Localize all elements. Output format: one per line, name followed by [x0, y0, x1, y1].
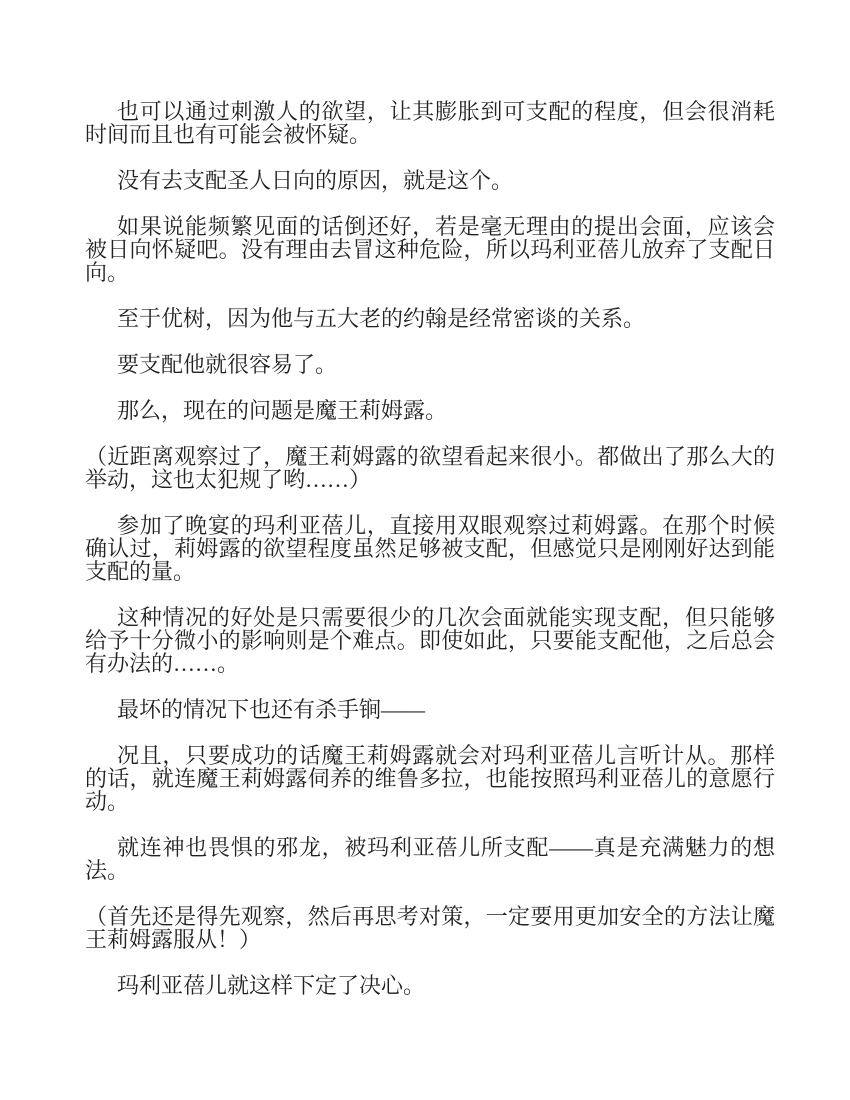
paragraph: 参加了晚宴的玛利亚蓓儿，直接用双眼观察过莉姆露。在那个时候确认过，莉姆露的欲望程度虽然足够被支配，但感觉只是刚刚好达到能支配的量。 [85, 513, 775, 584]
paragraph: 要支配他就很容易了。 [117, 352, 338, 377]
paragraph: 这种情况的好处是只需要很少的几次会面就能实现支配，但只能够给予十分微小的影响则是个难点。即使如此，只要能支配他，之后总会有办法的……。 [85, 605, 775, 676]
paragraph: 如果说能频繁见面的话倒还好，若是毫无理由的提出会面，应该会被日向怀疑吧。没有理由去冒这种危险，所以玛利亚蓓儿放弃了支配日向。 [85, 214, 775, 285]
paragraph: 没有去支配圣人日向的原因，就是这个。 [117, 168, 514, 193]
paragraph: （近距离观察过了，魔王莉姆露的欲望看起来很小。都做出了那么大的举动，这也太犯规了哟……） [85, 444, 775, 492]
paragraph: 至于优树，因为他与五大老的约翰是经常密谈的关系。 [117, 306, 646, 331]
paragraph: （首先还是得先观察，然后再思考对策，一定要用更加安全的方法让魔王莉姆露服从！） [85, 904, 775, 952]
paragraph: 最坏的情况下也还有杀手锏—— [117, 697, 426, 722]
paragraph: 也可以通过刺激人的欲望，让其膨胀到可支配的程度，但会很消耗时间而且也有可能会被怀疑。 [85, 99, 775, 147]
paragraph: 况且，只要成功的话魔王莉姆露就会对玛利亚蓓儿言听计从。那样的话，就连魔王莉姆露伺养的维鲁多拉，也能按照玛利亚蓓儿的意愿行动。 [85, 743, 775, 814]
paragraph: 玛利亚蓓儿就这样下定了决心。 [117, 973, 426, 998]
paragraph: 那么，现在的问题是魔王莉姆露。 [117, 398, 448, 423]
paragraph: 就连神也畏惧的邪龙，被玛利亚蓓儿所支配——真是充满魅力的想法。 [85, 835, 775, 883]
text-content [85, 100, 775, 1020]
